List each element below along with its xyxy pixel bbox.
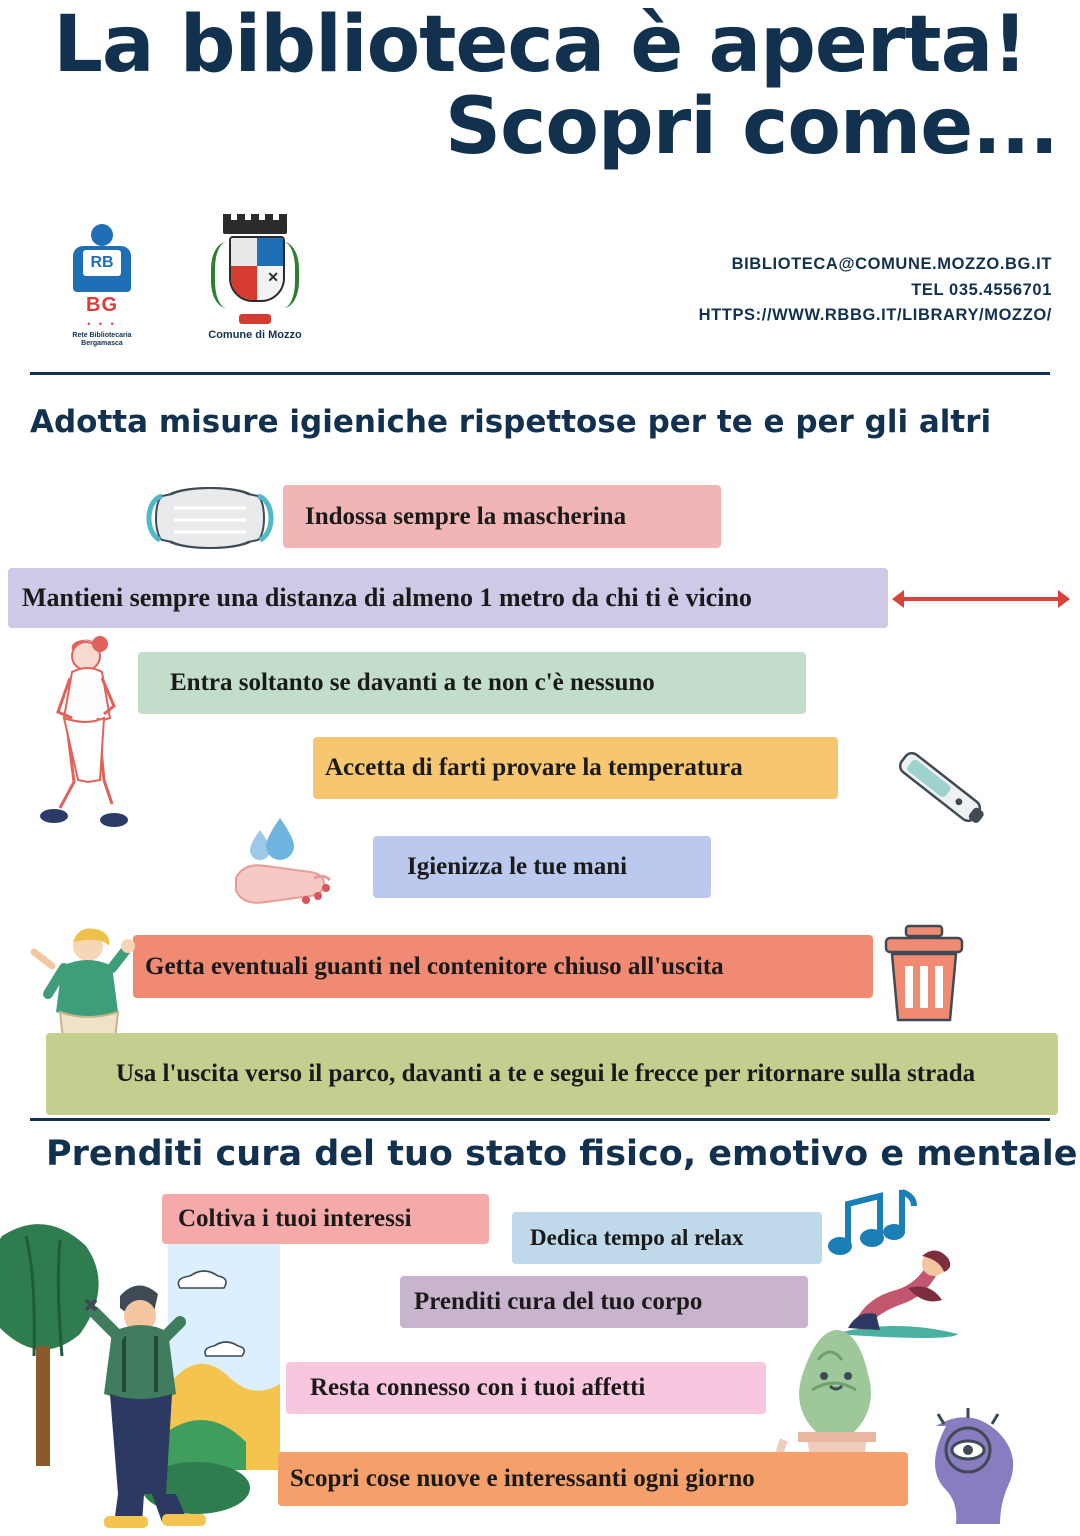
wellbeing-pill-interests: Coltiva i tuoi interessi: [162, 1194, 489, 1244]
gardening-person-illustration: [0, 1196, 280, 1531]
wellbeing-pill-connection: Resta connesso con i tuoi affetti: [286, 1362, 766, 1414]
section-heading-wellbeing: Prenditi cura del tuo stato fisico, emotivo e mentale: [46, 1134, 1078, 1174]
measure-pill-entry: Entra soltanto se davanti a te non c'è nessuno: [138, 652, 806, 714]
face-mask-icon: [140, 476, 280, 560]
contact-phone: TEL 035.4556701: [911, 280, 1052, 299]
municipal-crest-icon: ✕: [205, 218, 305, 328]
wellbeing-pill-body: Prenditi cura del tuo corpo: [400, 1276, 808, 1328]
title-line-1: La biblioteca è aperta!: [53, 0, 1027, 90]
section-heading-hygiene: Adotta misure igieniche rispettose per te e per gli altri: [30, 404, 992, 440]
head-mind-icon: [906, 1406, 1026, 1524]
wellbeing-pill-discover: Scopri cose nuove e interessanti ogni giorno: [278, 1452, 908, 1506]
measure-pill-gloves: Getta eventuali guanti nel contenitore chiuso all'uscita: [133, 935, 873, 998]
trash-bin-icon: [872, 922, 977, 1027]
measure-pill-temperature: Accetta di farti provare la temperatura: [313, 737, 838, 799]
walking-person-illustration: [28, 634, 138, 834]
rbbg-sub-initials: BG: [86, 294, 118, 316]
contact-email[interactable]: BIBLIOTECA@COMUNE.MOZZO.BG.IT: [731, 255, 1052, 273]
divider-top: [30, 372, 1050, 375]
measure-pill-mask: Indossa sempre la mascherina: [283, 485, 721, 548]
rbbg-dots: • • •: [87, 319, 117, 329]
wellbeing-pill-relax: Dedica tempo al relax: [512, 1212, 822, 1264]
comune-logo: [170, 218, 340, 368]
rbbg-caption: Rete Bibliotecaria Bergamasca: [72, 332, 132, 347]
rbbg-initials: RB: [90, 254, 114, 271]
hand-sanitizer-icon: [222, 818, 352, 910]
contact-website[interactable]: HTTPS://WWW.RBBG.IT/LIBRARY/MOZZO/: [698, 306, 1052, 325]
logo-group: [52, 218, 342, 368]
library-network-logo-icon: [65, 224, 139, 292]
measure-pill-exit: Usa l'uscita verso il parco, davanti a te e segui le frecce per ritornare sulla strada: [46, 1033, 1058, 1115]
comune-caption: Comune di Mozzo: [208, 329, 302, 341]
divider-middle: [30, 1118, 1050, 1121]
contact-block: [432, 252, 1052, 329]
measure-pill-hands: Igienizza le tue mani: [373, 836, 711, 898]
page-title: [0, 0, 1080, 173]
title-line-2: Scopri come...: [444, 82, 1058, 173]
distance-double-arrow-icon: [892, 588, 1070, 610]
rbbg-logo: [52, 224, 152, 364]
thermometer-icon: [880, 742, 1000, 832]
measure-pill-distance: Mantieni sempre una distanza di almeno 1 metro da chi ti è vicino: [8, 568, 888, 628]
